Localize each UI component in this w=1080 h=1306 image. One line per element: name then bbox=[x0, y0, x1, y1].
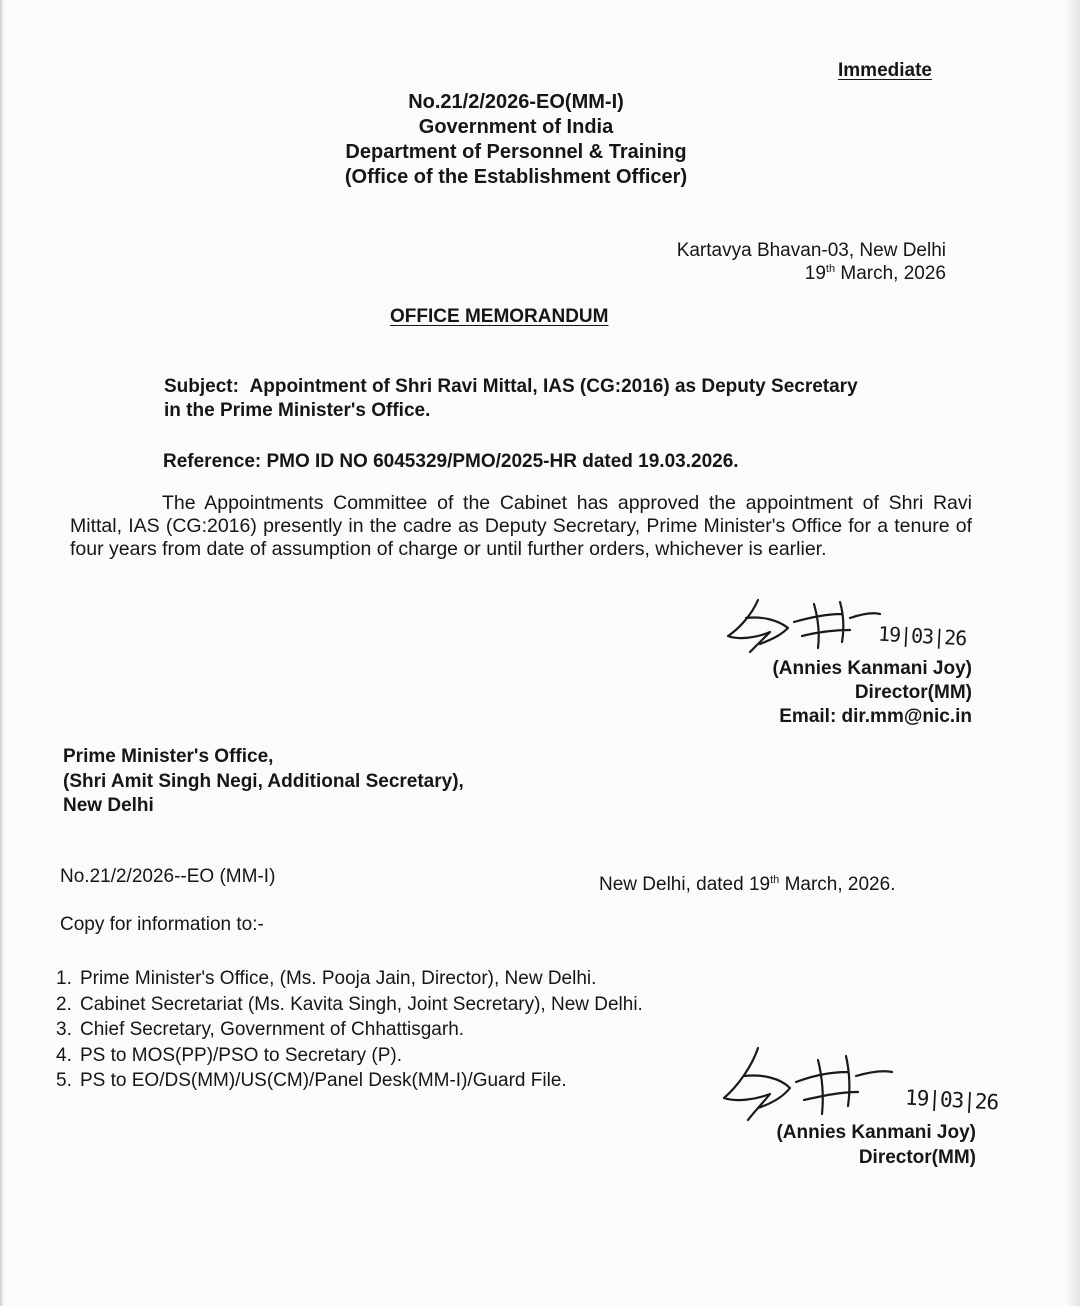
body-paragraph: The Appointments Committee of the Cabinet has approved the appointment of Shri Ravi Mittal, IAS (CG:2016) presently in the cadre as Deputy Secretary, Prime Minister's Office for a tenure of four years from date of assumption of charge or until further orders, whichever is earlier. bbox=[70, 492, 972, 560]
government-name: Government of India bbox=[418, 116, 614, 138]
copy-to-heading: Copy for information to:- bbox=[60, 914, 264, 935]
signatory-designation: Director(MM) bbox=[858, 1147, 976, 1168]
signature-scrawl-2 bbox=[718, 1046, 1008, 1126]
department-name: Department of Personnel & Training bbox=[345, 141, 687, 163]
list-item: 2. Cabinet Secretariat (Ms. Kavita Singh, Joint Secretary), New Delhi. bbox=[56, 993, 643, 1015]
subject-block bbox=[164, 375, 858, 423]
signatory-block-2 bbox=[600, 1120, 976, 1170]
addressee-line-1: Prime Minister's Office, bbox=[63, 746, 274, 767]
signatory-email: Email: dir.mm@nic.in bbox=[779, 706, 972, 727]
endorsement-date: New Delhi, dated 19th March, 2026. bbox=[599, 874, 896, 895]
signatory-name: (Annies Kanmani Joy) bbox=[776, 1122, 976, 1143]
endorsement-file-number: No.21/2/2026--EO (MM-I) bbox=[60, 866, 276, 887]
subject-line-2: in the Prime Minister's Office. bbox=[164, 400, 431, 421]
signature-date-1: 19|03|26 bbox=[877, 621, 967, 651]
office-name: (Office of the Establishment Officer) bbox=[344, 166, 688, 188]
signature-date-2: 19|03|26 bbox=[904, 1085, 999, 1115]
signatory-name: (Annies Kanmani Joy) bbox=[772, 658, 972, 679]
copy-to-list bbox=[56, 966, 643, 1094]
scan-edge-left bbox=[0, 0, 4, 1306]
addressee-line-2: (Shri Amit Singh Negi, Additional Secretary), bbox=[63, 770, 464, 792]
addressee-block bbox=[63, 745, 464, 819]
signatory-block-1 bbox=[600, 657, 972, 729]
subject-label: Subject: bbox=[164, 376, 239, 397]
place: Kartavya Bhavan-03, New Delhi bbox=[676, 240, 946, 261]
file-number: No.21/2/2026-EO(MM-I) bbox=[408, 91, 624, 113]
list-item: 5. PS to EO/DS(MM)/US(CM)/Panel Desk(MM-I)/Guard File. bbox=[56, 1070, 567, 1091]
letterhead bbox=[300, 90, 732, 190]
list-item: 4. PS to MOS(PP)/PSO to Secretary (P). bbox=[56, 1044, 403, 1066]
memo-title: OFFICE MEMORANDUM bbox=[390, 306, 609, 327]
place-date-block bbox=[560, 239, 946, 285]
list-item: 3. Chief Secretary, Government of Chhattisgarh. bbox=[56, 1019, 465, 1040]
subject-line-1: Appointment of Shri Ravi Mittal, IAS (CG:2016) as Deputy Secretary bbox=[249, 376, 858, 397]
scan-edge-right bbox=[1066, 0, 1080, 1306]
priority-label: Immediate bbox=[838, 60, 932, 81]
signatory-designation: Director(MM) bbox=[854, 682, 972, 703]
addressee-line-3: New Delhi bbox=[63, 795, 154, 816]
memo-date: 19th March, 2026 bbox=[804, 263, 946, 284]
list-item: 1. Prime Minister's Office, (Ms. Pooja Jain, Director), New Delhi. bbox=[56, 968, 597, 989]
reference-line: Reference: PMO ID NO 6045329/PMO/2025-HR dated 19.03.2026. bbox=[163, 451, 739, 472]
